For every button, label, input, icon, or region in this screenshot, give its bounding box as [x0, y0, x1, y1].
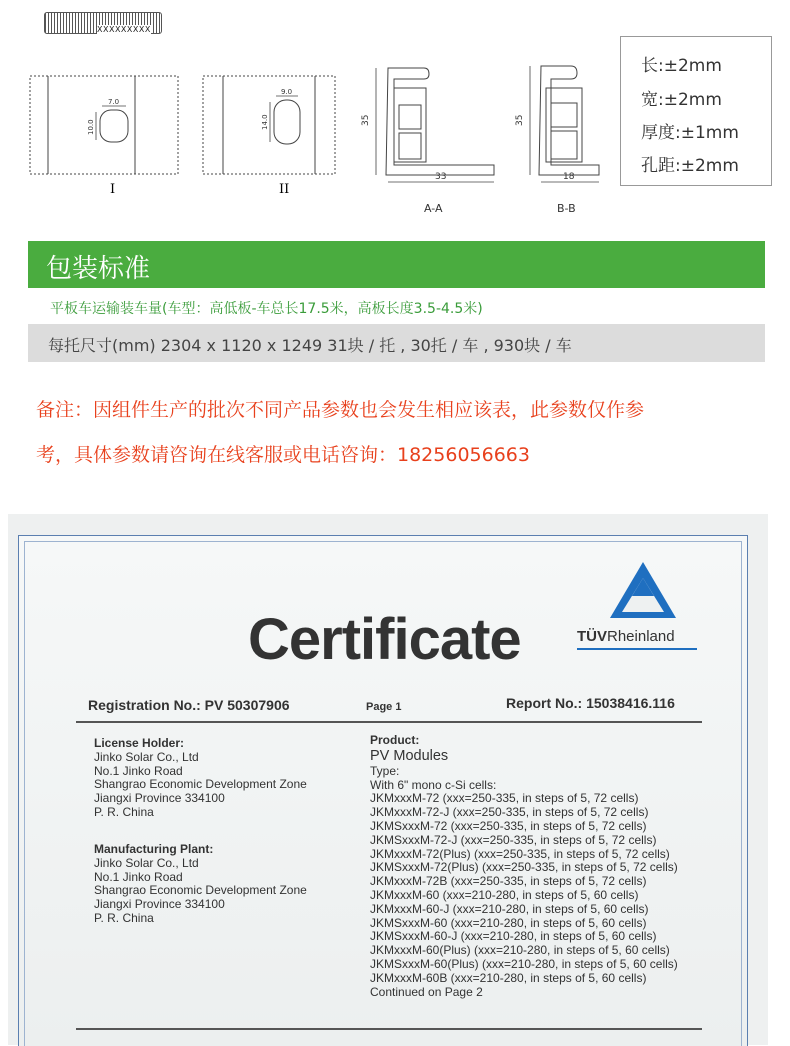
drawing-hole-1	[30, 76, 178, 174]
tuv-underline	[577, 648, 697, 650]
fig2-height: 14.0	[261, 114, 269, 130]
tolerance-box	[620, 36, 772, 186]
packaging-header	[28, 241, 765, 288]
note-line-1: 备注：因组件生产的批次不同产品参数也会发生相应该表，此参数仅作参	[36, 399, 645, 421]
fig3-width: 33	[435, 172, 447, 182]
type-item: JKMSxxxM-72-J (xxx=250-335, in steps of 5, 72 cells)	[370, 832, 657, 847]
header-rule	[76, 721, 702, 723]
type-item: JKMSxxxM-60 (xxx=210-280, in steps of 5, 60 cells)	[370, 915, 647, 930]
type-item: JKMSxxxM-72 (xxx=250-335, in steps of 5, 72 cells)	[370, 818, 647, 833]
pallet-text: 每托尺寸(mm) 2304 x 1120 x 1249 31块 / 托 , 30托 / 车 , 930块 / 车	[48, 336, 572, 355]
plant-line: Jinko Solar Co., Ltd	[94, 855, 199, 870]
pallet-row	[28, 324, 765, 362]
plant-line: Shangrao Economic Development Zone	[94, 883, 307, 898]
note-line-2: 考，具体参数请咨询在线客服或电话咨询：18256056663	[36, 444, 530, 466]
fig4-height: 35	[515, 114, 525, 126]
license-line: No.1 Jinko Road	[94, 763, 183, 778]
tolerance-thickness: 厚度:±1mm	[641, 123, 739, 143]
type-intro: With 6" mono c-Si cells:	[370, 777, 497, 792]
product-name: PV Modules	[370, 747, 449, 764]
tuv-wordmark	[577, 628, 675, 645]
report-number: Report No.: 15038416.116	[506, 695, 675, 711]
license-line: Jinko Solar Co., Ltd	[94, 749, 199, 764]
drawing-hole-2	[203, 76, 335, 174]
footer-rule	[76, 1028, 702, 1030]
profile-b-b	[530, 66, 599, 182]
type-item: JKMxxxM-60-J (xxx=210-280, in steps of 5, 60 cells)	[370, 901, 649, 916]
manufacturing-plant-block	[94, 843, 307, 926]
transport-row	[28, 290, 765, 325]
license-line: Jiangxi Province 334100	[94, 791, 225, 806]
license-line: Shangrao Economic Development Zone	[94, 777, 307, 792]
type-item: JKMxxxM-72-J (xxx=250-335, in steps of 5, 72 cells)	[370, 805, 649, 820]
continued-note: Continued on Page 2	[370, 984, 483, 999]
plant-label: Manufacturing Plant:	[94, 842, 214, 856]
tolerance-hole-spacing: 孔距:±2mm	[641, 156, 739, 176]
product-label: Product:	[370, 733, 420, 747]
fig2-label: II	[279, 182, 290, 197]
fig2-width: 9.0	[281, 88, 293, 96]
plant-line: No.1 Jinko Road	[94, 869, 183, 884]
license-holder-block	[94, 737, 307, 820]
type-item: JKMxxxM-72(Plus) (xxx=250-335, in steps of 5, 72 cells)	[370, 846, 670, 861]
transport-text: 平板车运输装车量(车型：高低板-车总长17.5米，高板长度3.5-4.5米)	[50, 301, 483, 317]
type-item: JKMSxxxM-60(Plus) (xxx=210-280, in steps of 5, 60 cells)	[370, 956, 678, 971]
tuv-brand-a: TÜV	[577, 628, 607, 645]
page-number: Page 1	[366, 701, 402, 713]
plant-line: P. R. China	[94, 910, 154, 925]
profile-a-a	[376, 68, 494, 182]
certificate-title: Certificate	[248, 607, 521, 672]
type-item: JKMSxxxM-72(Plus) (xxx=250-335, in steps of 5, 72 cells)	[370, 860, 678, 875]
type-item: JKMxxxM-60B (xxx=210-280, in steps of 5, 60 cells)	[370, 970, 647, 985]
fig3-label: A-A	[424, 202, 443, 215]
tuv-brand-b: Rheinland	[607, 628, 675, 645]
fig3-height: 35	[361, 114, 371, 126]
type-item: JKMxxxM-60 (xxx=210-280, in steps of 5, 60 cells)	[370, 887, 639, 902]
product-block	[370, 734, 678, 999]
fig1-width: 7.0	[108, 98, 120, 106]
plant-line: Jiangxi Province 334100	[94, 897, 225, 912]
tuv-triangle-logo	[608, 560, 678, 622]
packaging-title: 包装标准	[46, 254, 151, 284]
registration-number: Registration No.: PV 50307906	[88, 697, 290, 713]
fig4-label: B-B	[557, 202, 576, 215]
tolerance-width: 宽:±2mm	[641, 90, 722, 110]
fig4-width: 18	[563, 172, 575, 182]
type-item: JKMxxxM-72B (xxx=250-335, in steps of 5, 72 cells)	[370, 874, 647, 889]
fig1-height: 10.0	[87, 119, 95, 135]
tolerance-length: 长:±2mm	[641, 56, 722, 76]
license-line: P. R. China	[94, 804, 154, 819]
type-label: Type:	[370, 763, 400, 778]
type-item: JKMxxxM-72 (xxx=250-335, in steps of 5, 72 cells)	[370, 791, 639, 806]
fig1-label: I	[110, 182, 116, 197]
license-holder-label: License Holder:	[94, 736, 185, 750]
type-item: JKMSxxxM-60-J (xxx=210-280, in steps of 5, 60 cells)	[370, 929, 657, 944]
barcode-text: XXXXXXXXX	[97, 25, 151, 34]
type-item: JKMxxxM-60(Plus) (xxx=210-280, in steps of 5, 60 cells)	[370, 943, 670, 958]
